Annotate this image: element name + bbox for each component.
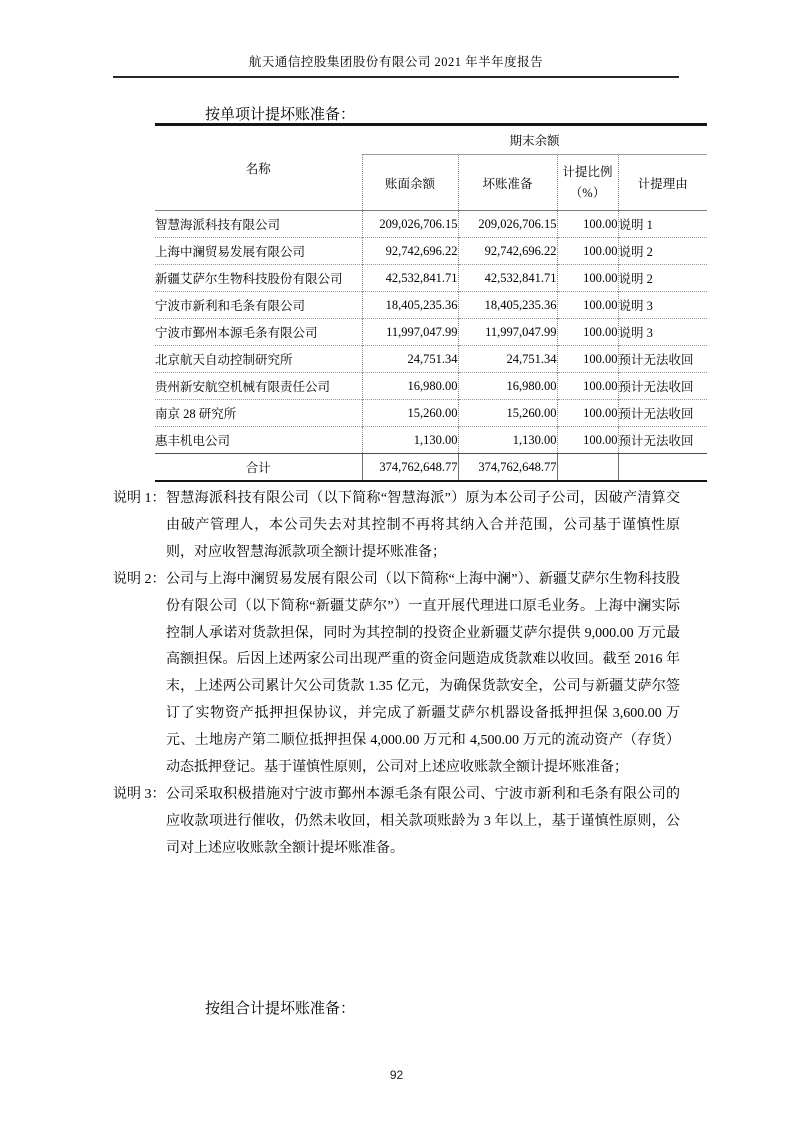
cell-book-balance: 92,742,696.22 — [362, 238, 458, 265]
note-paragraph — [113, 567, 680, 782]
cell-company-name: 北京航天自动控制研究所 — [155, 346, 362, 373]
cell-book-balance: 1,130.00 — [362, 427, 458, 454]
note-label: 说明 2： — [113, 571, 166, 587]
cell-provision-ratio: 100.00 — [557, 211, 618, 238]
table-row — [155, 211, 707, 238]
cell-provision-reason: 说明 2 — [618, 238, 707, 265]
column-header-book-balance: 账面余额 — [362, 155, 458, 211]
table-total-row — [155, 454, 707, 482]
cell-provision-ratio: 100.00 — [557, 346, 618, 373]
table-row — [155, 238, 707, 265]
cell-company-name: 上海中澜贸易发展有限公司 — [155, 238, 362, 265]
cell-bad-debt-amount: 209,026,706.15 — [458, 211, 557, 238]
total-label: 合计 — [155, 454, 362, 482]
cell-bad-debt-amount: 24,751.34 — [458, 346, 557, 373]
table-row — [155, 400, 707, 427]
cell-bad-debt-amount: 18,405,235.36 — [458, 292, 557, 319]
column-header-bad-debt-provision: 坏账准备 — [458, 155, 557, 211]
cell-book-balance: 16,980.00 — [362, 373, 458, 400]
note-label: 说明 3： — [113, 786, 166, 802]
note-label: 说明 1： — [113, 491, 166, 506]
cell-provision-reason: 说明 3 — [618, 319, 707, 346]
cell-provision-reason: 说明 3 — [618, 292, 707, 319]
notes-section — [113, 486, 680, 863]
provision-ratio-unit: （%） — [569, 185, 606, 200]
column-header-provision-reason: 计提理由 — [618, 155, 707, 211]
header-divider — [113, 76, 679, 78]
cell-company-name: 贵州新安航空机械有限责任公司 — [155, 373, 362, 400]
cell-book-balance: 11,997,047.99 — [362, 319, 458, 346]
total-bad-debt-amount: 374,762,648.77 — [458, 454, 557, 482]
cell-provision-ratio: 100.00 — [557, 373, 618, 400]
cell-bad-debt-amount: 92,742,696.22 — [458, 238, 557, 265]
page-number: 92 — [389, 1068, 404, 1082]
cell-company-name: 宁波市鄞州本源毛条有限公司 — [155, 319, 362, 346]
cell-company-name: 宁波市新利和毛条有限公司 — [155, 292, 362, 319]
cell-provision-ratio: 100.00 — [557, 292, 618, 319]
section-label-individual-provision: 按单项计提坏账准备： — [205, 107, 356, 123]
table-row — [155, 427, 707, 454]
cell-bad-debt-amount: 1,130.00 — [458, 427, 557, 454]
note-text: 公司与上海中澜贸易发展有限公司（以下简称“上海中澜”）、新疆艾萨尔生物科技股份有限公司（以下简称“新疆艾萨尔”）一直开展代理进口原毛业务。上海中澜实际控制人承诺对货款担保，同时为其控制的投资企业新疆艾萨尔提供 9,000.00 万元最高额担保。后因上述两家公司出现严重的资金问题造成货款难以收回。截至 2016 年末，上述两公司累计欠公司货款 1.35 亿元，为确保货款安全，公司与新疆艾萨尔签订了实物资产抵押担保协议，并完成了新疆艾萨尔机器设备抵押担保 3,600.00 万元、土地房产第二顺位抵押担保 4,000.00 万元和 4,500.00 万元的流动资产（存货）动态抵押登记。基于谨慎性原则，公司对上述应收账款全额计提坏账准备； — [166, 571, 680, 776]
bad-debt-provision-table — [155, 123, 707, 482]
table-row — [155, 265, 707, 292]
total-provision-reason — [618, 454, 707, 482]
cell-bad-debt-amount: 16,980.00 — [458, 373, 557, 400]
cell-book-balance: 15,260.00 — [362, 400, 458, 427]
cell-book-balance: 24,751.34 — [362, 346, 458, 373]
report-header-title: 航天通信控股集团股份有限公司 2021 年半年度报告 — [248, 55, 544, 69]
cell-book-balance: 18,405,235.36 — [362, 292, 458, 319]
cell-provision-ratio: 100.00 — [557, 238, 618, 265]
cell-provision-ratio: 100.00 — [557, 400, 618, 427]
column-group-header-ending-balance: 期末余额 — [362, 125, 707, 155]
cell-provision-reason: 说明 2 — [618, 265, 707, 292]
note-paragraph — [113, 486, 680, 567]
cell-bad-debt-amount: 15,260.00 — [458, 400, 557, 427]
total-book-balance: 374,762,648.77 — [362, 454, 458, 482]
cell-provision-reason: 预计无法收回 — [618, 427, 707, 454]
cell-book-balance: 209,026,706.15 — [362, 211, 458, 238]
table-row — [155, 292, 707, 319]
table-row — [155, 346, 707, 373]
cell-provision-reason: 预计无法收回 — [618, 346, 707, 373]
table-body — [155, 211, 707, 454]
provision-ratio-label: 计提比例 — [562, 164, 613, 179]
total-provision-ratio — [557, 454, 618, 482]
cell-provision-reason: 预计无法收回 — [618, 373, 707, 400]
note-text: 公司采取积极措施对宁波市鄞州本源毛条有限公司、宁波市新利和毛条有限公司的应收款项进行催收，仍然未收回，相关款项账龄为 3 年以上，基于谨慎性原则，公司对上述应收账款全额计提坏账准备。 — [166, 786, 680, 856]
cell-provision-ratio: 100.00 — [557, 319, 618, 346]
note-text: 智慧海派科技有限公司（以下简称“智慧海派”）原为本公司子公司，因破产清算交由破产管理人，本公司失去对其控制不再将其纳入合并范围，公司基于谨慎性原则，对应收智慧海派款项全额计提坏账准备； — [166, 491, 680, 560]
cell-bad-debt-amount: 42,532,841.71 — [458, 265, 557, 292]
table-row — [155, 373, 707, 400]
table-row — [155, 319, 707, 346]
table-header-row-group — [155, 125, 707, 155]
column-header-provision-ratio — [557, 155, 618, 211]
cell-provision-ratio: 100.00 — [557, 265, 618, 292]
cell-provision-reason: 预计无法收回 — [618, 400, 707, 427]
cell-company-name: 智慧海派科技有限公司 — [155, 218, 281, 232]
cell-book-balance: 42,532,841.71 — [362, 265, 458, 292]
cell-company-name: 南京 28 研究所 — [155, 400, 362, 427]
cell-company-name: 惠丰机电公司 — [155, 427, 362, 454]
cell-bad-debt-amount: 11,997,047.99 — [458, 319, 557, 346]
section-label-portfolio-provision: 按组合计提坏账准备： — [205, 1001, 356, 1017]
column-header-name: 名称 — [155, 125, 362, 211]
cell-provision-ratio: 100.00 — [557, 427, 618, 454]
cell-provision-reason: 说明 1 — [618, 211, 707, 238]
cell-company-name: 新疆艾萨尔生物科技股份有限公司 — [155, 265, 362, 292]
note-paragraph — [113, 782, 680, 863]
